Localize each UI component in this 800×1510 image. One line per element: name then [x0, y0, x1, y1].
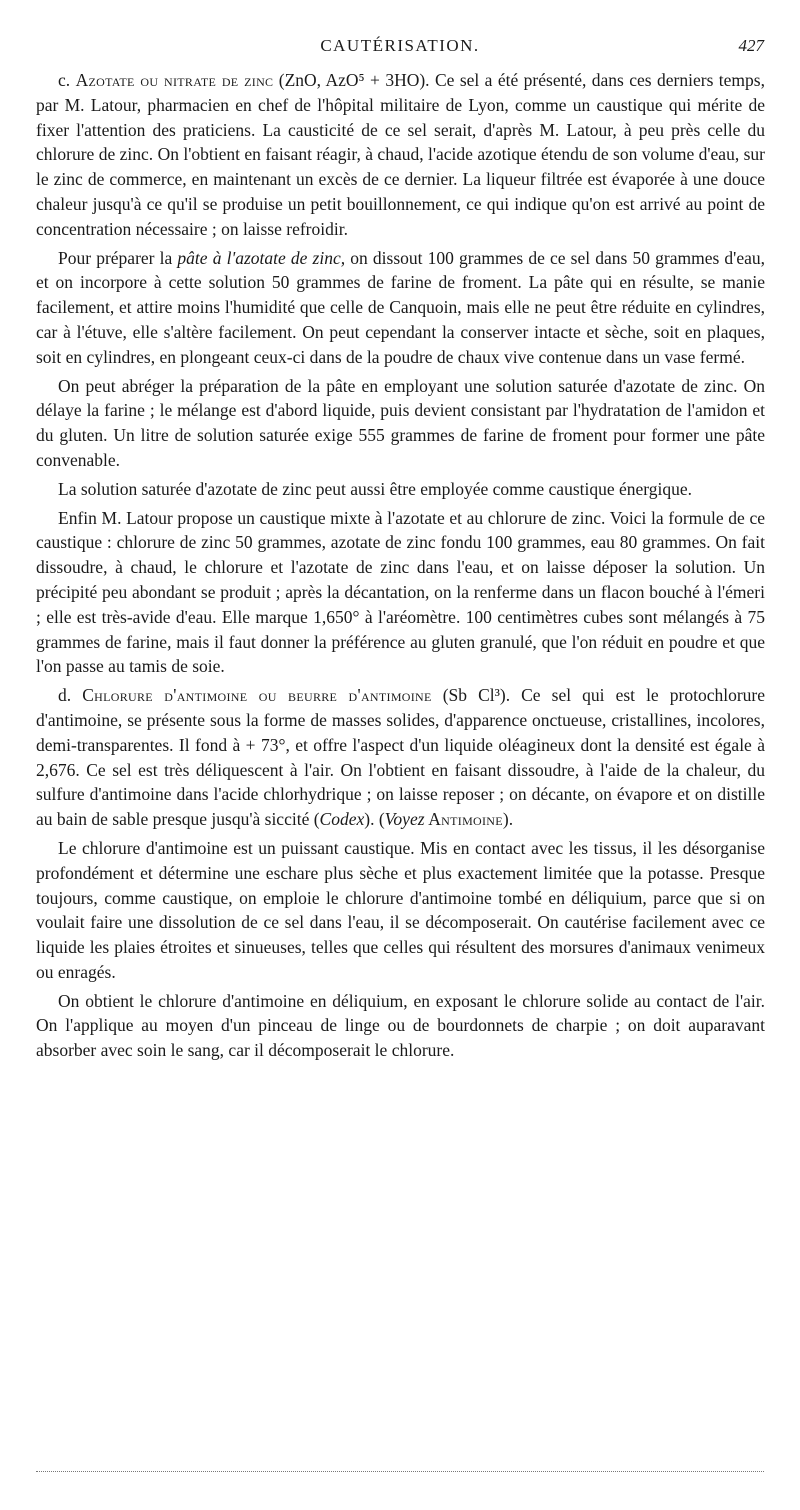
section-heading: Chlorure d'antimoine ou beurre d'antimoine: [82, 685, 432, 706]
paragraph-chlorure-antimoine: [36, 683, 765, 832]
page-body: [36, 68, 765, 1067]
section-letter: d.: [58, 685, 83, 706]
section-letter: c.: [58, 70, 76, 90]
running-title: CAUTÉRISATION.: [320, 36, 480, 55]
chemical-formula: (Sb Cl³).: [431, 685, 511, 706]
paragraph-deliquium: On obtient le chlorure d'antimoine en déliquium, en exposant le chlorure solide au contact de l'air. On l'applique au moyen d'un pinceau de linge ou de bourdonnets de charpie ; on doit auparavant absorber avec soin le sang, car il décomposerait le chlorure.: [36, 990, 765, 1061]
paragraph-azotate-de-zinc: [36, 68, 765, 242]
paragraph-pate-preparation: [36, 246, 765, 370]
italic-term: pâte à l'azotate de zinc,: [177, 247, 346, 268]
paragraph-text: ).: [502, 809, 514, 830]
paragraph-text: Ce sel a été présenté, dans ces derniers temps, par M. Latour, pharmacien en chef de l'hôpital militaire de Lyon, comme un caustique qui mérite de fixer l'attention des praticiens. La causticité de ce sel serait, d'après M. Latour, à peu près celle du chlorure de zinc. On l'obtient en faisant réagir, à chaud, l'acide azotique étendu de son volume d'eau, sur le zinc de commerce, en maintenant un excès de ce dernier. La liqueur filtrée est évaporée à une douce chaleur jusqu'à ce qu'il se produise un petit bouillonnement, ce qui indique qu'on est arrivé au point de concentration nécessaire ; on laisse refroidir.: [36, 70, 765, 239]
chemical-formula: (ZnO, AzO⁵ + 3HO).: [273, 70, 430, 90]
paragraph-puissant-caustique: Le chlorure d'antimoine est un puissant caustique. Mis en contact avec les tissus, il les désorganise profondément et détermine une eschare plus sèche et plus exactement limitée que la potasse. Presque toujours, comme caustique, on emploie le chlorure d'antimoine tombé en déliquium, parce que si on voulait faire une dissolution de ce sel dans l'eau, il se décomposerait. On cautérise facilement avec ce liquide les plaies étroites et sinueuses, telles que celles qui résultent des morsures d'animaux venimeux ou enragés.: [36, 837, 765, 982]
page-number: 427: [738, 36, 764, 55]
cross-reference: Antimoine: [424, 809, 503, 830]
paragraph-text: Ce sel qui est le protochlorure d'antimoine, se présente sous la forme de masses solides, d'apparence onctueuse, cristallines, incolores, demi-transparentes. Il fond à + 73°, et offre l'aspect d'un liquide oléagineux dont la densité est égale à 2,676. Ce sel est très déliquescent à l'air. On l'obtient en faisant dissoudre, à l'aide de la chaleur, du sulfure d'antimoine dans l'acide chlorhydrique ; on laisse reposer ; on décante, on évapore et on distille au bain de sable presque jusqu'à siccité (: [36, 685, 765, 830]
paragraph-text: ). (: [364, 809, 385, 830]
codex-reference: Codex: [319, 809, 365, 830]
section-heading: Azotate ou nitrate de zinc: [75, 70, 274, 90]
voyez-reference: Voyez: [384, 809, 425, 830]
paragraph-text: on dissout 100 grammes de ce sel dans 50 grammes d'eau, et on incorpore à cette solution 50 grammes de farine de froment. La pâte qui en résulte, se manie facilement, et attire moins l'humidité que celle de Canquoin, mais elle ne peut être réduite en cylindres, car à l'étuve, elle s'altère facilement. On peut cependant la conserver intacte et sèche, soit en plaques, soit en cylindres, en plongeant ceux-ci dans de la poudre de chaux vive contenue dans un vase fermé.: [36, 247, 765, 367]
paragraph-caustique-mixte: Enfin M. Latour propose un caustique mixte à l'azotate et au chlorure de zinc. Voici la formule de ce caustique : chlorure de zinc 50 grammes, azotate de zinc fondu 100 grammes, eau 80 grammes. On fait dissoudre, à chaud, le chlorure et l'azotate de zinc dans l'eau, et on laisse déposer la solution. Un précipité peu abondant se produit ; après la décantation, on la renferme dans un flacon bouché à l'émeri ; elle est très-avide d'eau. Elle marque 1,650° à l'aréomètre. 100 centimètres cubes sont mélangés à 75 grammes de farine, mais il faut donner la préférence au gluten granulé, que l'on réduit en poudre et que l'on passe au tamis de soie.: [36, 507, 765, 677]
paragraph-text: Pour préparer la: [58, 247, 178, 268]
running-header: [36, 34, 764, 60]
footer-rule: [36, 1471, 764, 1472]
paragraph-caustique-energique: La solution saturée d'azotate de zinc peut aussi être employée comme caustique énergique.: [58, 478, 693, 499]
paragraph-solution-saturee: On peut abréger la préparation de la pâte en employant une solution saturée d'azotate de zinc. On délaye la farine ; le mélange est d'abord liquide, puis devient consistant par l'hydratation de l'amidon et du gluten. Un litre de solution saturée exige 555 grammes de farine de froment pour former une pâte convenable.: [36, 375, 765, 470]
